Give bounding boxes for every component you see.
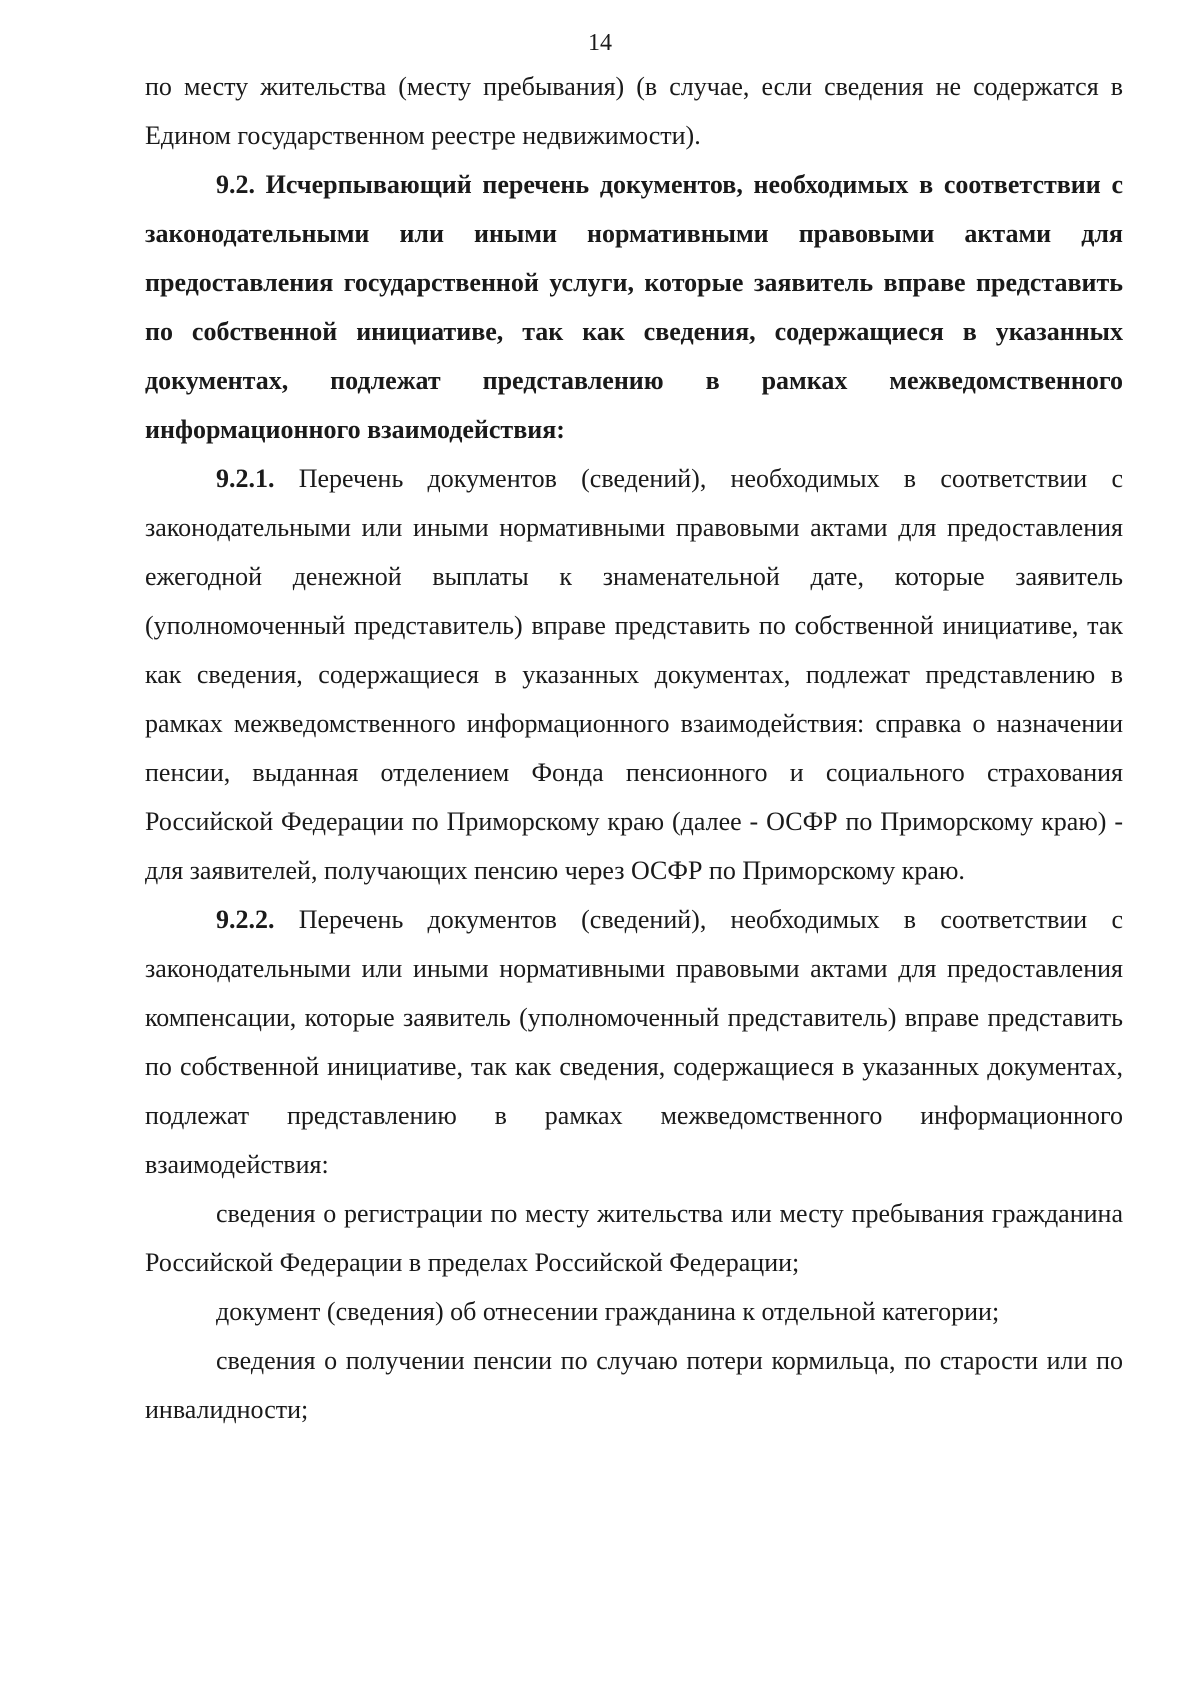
list-item-registration: сведения о регистрации по месту жительства или месту пребывания гражданина Российской Федерации в пределах Российской Федерации;	[145, 1199, 1123, 1277]
item-text-9-2-2: Перечень документов (сведений), необходимых в соответствии с законодательными или иными нормативными правовыми актами для предоставления компенсации, которые заявитель (уполномоченный представитель) вправе представить по собственной инициативе, так как сведения, содержащиеся в указанных документах, подлежат представлению в рамках межведомственного информационного взаимодействия:	[145, 905, 1123, 1179]
item-number-9-2-2: 9.2.2.	[216, 905, 275, 934]
paragraph-9-2-1	[145, 454, 1123, 895]
list-item-pension: сведения о получении пенсии по случаю потери кормильца, по старости или по инвалидности;	[145, 1346, 1123, 1424]
continuation-paragraph: по месту жительства (месту пребывания) (в случае, если сведения не содержатся в Едином государственном реестре недвижимости).	[145, 72, 1123, 150]
page-number: 14	[588, 30, 612, 56]
item-number-9-2-1: 9.2.1.	[216, 464, 275, 493]
document-body	[145, 62, 1123, 1434]
item-text-9-2-1: Перечень документов (сведений), необходимых в соответствии с законодательными или иными нормативными правовыми актами для предоставления ежегодной денежной выплаты к знаменательной дате, которые заявитель (уполномоченный представитель) вправе представить по собственной инициативе, так как сведения, содержащиеся в указанных документах, подлежат представлению в рамках межведомственного информационного взаимодействия: справка о назначении пенсии, выданная отделением Фонда пенсионного и социального страхования Российской Федерации по Приморскому краю (далее - ОСФР по Приморскому краю) - для заявителей, получающих пенсию через ОСФР по Приморскому краю.	[145, 464, 1123, 885]
section-heading-9-2: 9.2. Исчерпывающий перечень документов, необходимых в соответствии с законодательными или иными нормативными правовыми актами для предоставления государственной услуги, которые заявитель вправе представить по собственной инициативе, так как сведения, содержащиеся в указанных документах, подлежат представлению в рамках межведомственного информационного взаимодействия:	[145, 170, 1123, 444]
paragraph-9-2-2	[145, 895, 1123, 1189]
list-item-category-document: документ (сведения) об отнесении гражданина к отдельной категории;	[216, 1297, 1000, 1326]
